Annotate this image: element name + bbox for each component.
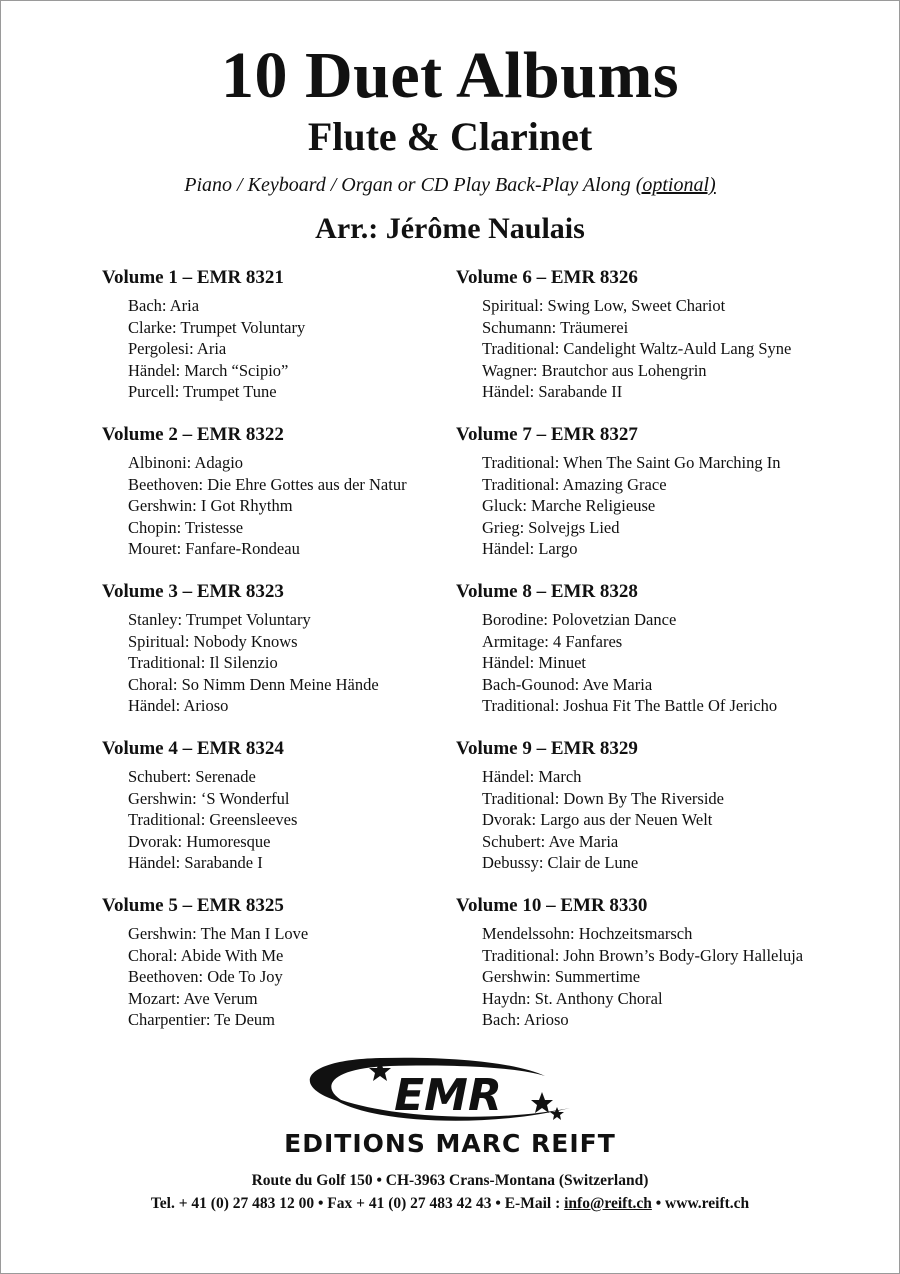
track-item: Wagner: Brautchor aus Lohengrin xyxy=(482,360,707,380)
track-item: Gershwin: I Got Rhythm xyxy=(128,496,293,515)
accompaniment-line xyxy=(0,170,900,200)
track-item: Choral: Abide With Me xyxy=(128,945,284,965)
track-item: Dvorak: Largo aus der Neuen Welt xyxy=(482,810,713,829)
track-item: Traditional: Greensleeves xyxy=(128,810,298,829)
track-item: Borodine: Polovetzian Dance xyxy=(482,610,677,629)
track-item: Gershwin: The Man I Love xyxy=(128,924,309,943)
publisher-contact xyxy=(0,1193,900,1215)
phone-fax: Tel. + 41 (0) 27 483 12 00 • Fax + 41 (0) 27 483 42 43 • E-Mail : xyxy=(150,1195,565,1212)
track-item: Händel: March xyxy=(482,767,582,786)
volume-block xyxy=(456,893,876,1050)
volume-heading: Volume 1 – EMR 8321 xyxy=(102,267,284,288)
track-item: Traditional: Down By The Riverside xyxy=(482,788,724,808)
track-list xyxy=(456,295,876,403)
track-item: Purcell: Trumpet Tune xyxy=(128,382,277,401)
track-item: Beethoven: Ode To Joy xyxy=(128,967,283,986)
track-item: Bach: Arioso xyxy=(482,1010,569,1029)
track-item: Mendelssohn: Hochzeitsmarsch xyxy=(482,924,693,943)
track-item: Mouret: Fanfare-Rondeau xyxy=(128,539,300,558)
track-item: Clarke: Trumpet Voluntary xyxy=(128,317,306,337)
track-item: Händel: Largo xyxy=(482,539,578,558)
track-item: Traditional: Il Silenzio xyxy=(128,653,278,672)
star-icon xyxy=(550,1107,564,1120)
album-subtitle: Flute & Clarinet xyxy=(307,114,593,159)
volume-heading: Volume 10 – EMR 8330 xyxy=(456,895,648,916)
track-item: Bach: Aria xyxy=(128,296,200,315)
track-item: Händel: Sarabande I xyxy=(128,853,263,872)
publisher-name: EDITIONS MARC REIFT xyxy=(284,1129,616,1158)
track-item: Traditional: John Brown’s Body-Glory Halleluja xyxy=(482,945,804,965)
track-list xyxy=(456,452,876,560)
volume-heading: Volume 4 – EMR 8324 xyxy=(102,738,284,759)
track-item: Pergolesi: Aria xyxy=(128,339,227,358)
track-item: Händel: Sarabande II xyxy=(482,382,623,401)
track-item: Traditional: Amazing Grace xyxy=(482,474,667,494)
logo-mark: EMR xyxy=(394,1070,502,1121)
track-item: Choral: So Nimm Denn Meine Hände xyxy=(128,674,379,694)
track-list xyxy=(456,766,876,874)
track-item: Armitage: 4 Fanfares xyxy=(482,631,623,651)
volume-heading: Volume 9 – EMR 8329 xyxy=(456,738,638,759)
volume-heading: Volume 6 – EMR 8326 xyxy=(456,267,638,288)
emr-logo xyxy=(230,1052,670,1162)
star-icon xyxy=(531,1092,553,1113)
track-item: Traditional: Candelight Waltz-Auld Lang Syne xyxy=(482,339,792,358)
track-item: Dvorak: Humoresque xyxy=(128,831,271,851)
track-item: Chopin: Tristesse xyxy=(128,517,244,537)
track-item: Schubert: Serenade xyxy=(128,767,256,786)
track-item: Charpentier: Te Deum xyxy=(128,1010,275,1029)
website[interactable]: • www.reift.ch xyxy=(651,1195,750,1212)
arranger: Arr.: Jérôme Naulais xyxy=(315,212,585,245)
track-item: Albinoni: Adagio xyxy=(128,453,244,472)
accompaniment-text: Piano / Keyboard / Organ or CD Play Back-Play Along xyxy=(184,174,631,196)
track-item: Debussy: Clair de Lune xyxy=(482,853,639,872)
track-item: Gershwin: ‘S Wonderful xyxy=(128,788,290,808)
volume-heading: Volume 8 – EMR 8328 xyxy=(456,581,638,602)
track-item: Händel: March “Scipio” xyxy=(128,360,289,380)
volume-heading: Volume 3 – EMR 8323 xyxy=(102,581,284,602)
volume-block xyxy=(456,265,876,422)
track-item: Beethoven: Die Ehre Gottes aus der Natur xyxy=(128,474,407,494)
track-item: Mozart: Ave Verum xyxy=(128,988,258,1008)
track-item: Grieg: Solvejgs Lied xyxy=(482,517,620,537)
track-item: Händel: Minuet xyxy=(482,653,587,672)
track-item: Traditional: Joshua Fit The Battle Of Jericho xyxy=(482,696,778,715)
volume-heading: Volume 5 – EMR 8325 xyxy=(102,895,284,916)
album-title: 10 Duet Albums xyxy=(220,39,680,112)
track-item: Händel: Arioso xyxy=(128,696,229,715)
track-item: Bach-Gounod: Ave Maria xyxy=(482,674,653,694)
track-list xyxy=(456,923,876,1031)
volume-block xyxy=(456,579,876,736)
track-item: Stanley: Trumpet Voluntary xyxy=(128,610,311,629)
volume-block xyxy=(456,736,876,893)
track-item: Spiritual: Nobody Knows xyxy=(128,631,298,651)
track-item: Haydn: St. Anthony Choral xyxy=(482,988,663,1008)
optional-note: (optional) xyxy=(635,174,716,196)
publisher-address: Route du Golf 150 • CH-3963 Crans-Montana (Switzerland) xyxy=(251,1172,649,1189)
volume-column-right xyxy=(456,265,876,1050)
track-item: Gluck: Marche Religieuse xyxy=(482,496,656,515)
volume-heading: Volume 2 – EMR 8322 xyxy=(102,424,284,445)
volume-block xyxy=(456,422,876,579)
track-item: Schumann: Träumerei xyxy=(482,317,629,337)
email-link[interactable]: info@reift.ch xyxy=(564,1195,652,1212)
track-list xyxy=(456,609,876,717)
track-item: Schubert: Ave Maria xyxy=(482,831,619,851)
track-item: Traditional: When The Saint Go Marching In xyxy=(482,453,781,472)
track-item: Gershwin: Summertime xyxy=(482,967,641,986)
volume-heading: Volume 7 – EMR 8327 xyxy=(456,424,638,445)
track-item: Spiritual: Swing Low, Sweet Chariot xyxy=(482,296,726,315)
